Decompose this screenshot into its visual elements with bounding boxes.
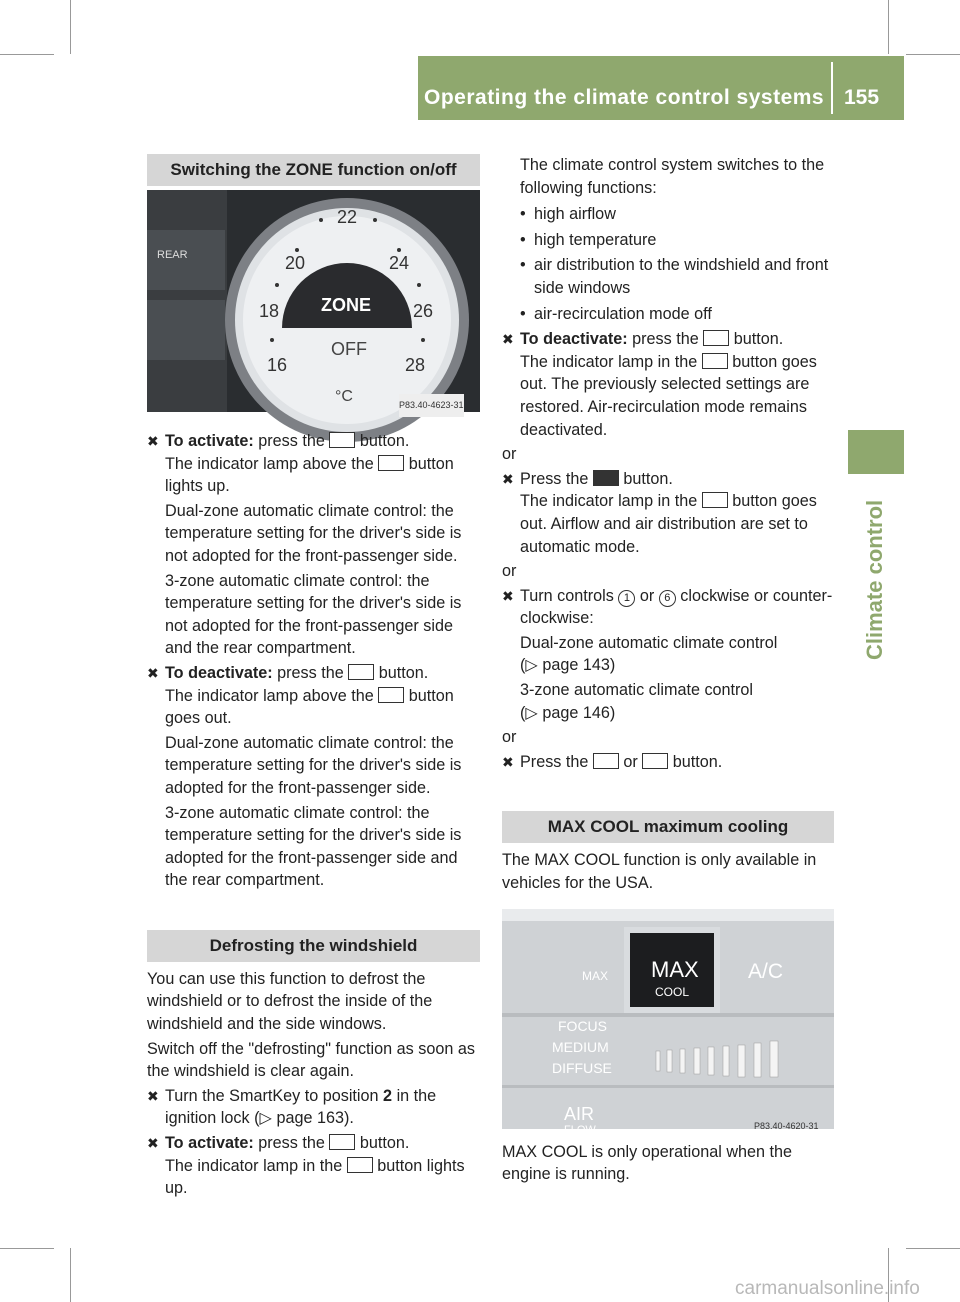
step-marker-icon: ✖	[147, 664, 159, 681]
header-divider	[831, 62, 833, 114]
text-defrost-intro: You can use this function to defrost the windshield or to defrost the inside of the windshield and the side windows.	[147, 969, 433, 1034]
step-marker-icon: ✖	[502, 753, 514, 770]
defrost-max-button-icon	[702, 353, 728, 369]
text-dual-zone-ref: Dual-zone automatic climate control	[520, 633, 778, 652]
step-defrost-deactivate: ✖ To deactivate: press the button. The indicator lamp in the button goes out. The previously selected settings are restored. Air-recirculation mode remains deactivated.	[502, 330, 817, 439]
photo-reference: P83.40-4620-31	[754, 1120, 819, 1131]
panel-ac-label: A/C	[748, 959, 784, 983]
zone-button-icon	[378, 687, 404, 703]
zone-button-icon	[329, 432, 355, 448]
page-ref-arrow-icon: ▷	[259, 1109, 272, 1128]
panel-max-small-label: MAX	[582, 968, 609, 983]
panel-flow-label: FLOW	[564, 1123, 596, 1136]
fan-decrease-button-icon	[642, 753, 668, 769]
text-zone-deactivate-3zone: 3-zone automatic climate control: the temperature setting for the driver's side is adopted for the front-passenger side and the rear compartment.	[165, 803, 462, 890]
fan-increase-button-icon	[593, 753, 619, 769]
photo-reference: P83.40-4623-31	[399, 394, 464, 417]
dial-temp-26: 26	[413, 301, 434, 321]
text-3zone-ref: 3-zone automatic climate control	[520, 681, 754, 700]
or-label: or	[502, 445, 517, 464]
right-column	[502, 154, 834, 1186]
step-auto: ✖ Press the button. The indicator lamp in the button goes out. Airflow and air distribution are set to automatic mode.	[502, 469, 817, 556]
watermark: carmanualsonline.info	[735, 1278, 920, 1299]
zone-dial-photo	[147, 190, 480, 412]
zone-button-icon	[378, 455, 404, 471]
text-switch-intro: The climate control system switches to the following functions:	[520, 156, 825, 197]
step-marker-icon: ✖	[147, 1087, 159, 1104]
or-label: or	[502, 728, 517, 747]
page-ref-arrow-icon: ▷	[525, 703, 538, 722]
section-heading-zone: Switching the ZONE function on/off	[147, 154, 480, 186]
page-ref-143: (▷ page 143)	[520, 656, 616, 675]
text-zone-deactivate-dual: Dual-zone automatic climate control: the temperature setting for the driver's side is adopted for the front-passenger side.	[165, 733, 462, 797]
dial-temp-22: 22	[337, 207, 358, 227]
step-zone-deactivate: ✖ To deactivate: press the button. The indicator lamp above the button goes out.	[147, 663, 454, 728]
dial-off-label: OFF	[331, 339, 367, 359]
chapter-label: Climate control	[862, 499, 887, 660]
step-marker-icon: ✖	[147, 1135, 159, 1152]
page-ref-146: (▷ page 146)	[520, 703, 616, 722]
max-cool-panel-photo	[502, 909, 834, 1136]
bullet-item: • air-recirculation mode off	[502, 303, 834, 326]
control-6-callout: 6	[659, 590, 676, 607]
dial-unit-label: °C	[335, 388, 353, 405]
dial-temp-24: 24	[389, 253, 410, 273]
control-1-callout: 1	[618, 590, 635, 607]
step-defrost-activate: ✖ To activate: press the button. The indicator lamp in the button lights up.	[147, 1134, 465, 1198]
section-heading-defrost: Defrosting the windshield	[147, 930, 480, 962]
bullet-item: • high airflow	[502, 203, 834, 226]
crop-mark	[906, 1248, 960, 1249]
crop-mark	[0, 54, 54, 55]
defrost-max-button-icon	[702, 492, 728, 508]
auto-button-icon	[593, 470, 619, 486]
text-zone-activate-dual: Dual-zone automatic climate control: the temperature setting for the driver's side is not adopted for the front-passenger side.	[165, 501, 462, 565]
panel-max-big-label: MAX	[651, 956, 699, 982]
defrost-max-button-icon	[703, 330, 729, 346]
crop-mark	[70, 1248, 71, 1302]
page-header-title: Operating the climate control systems	[424, 86, 825, 109]
panel-cool-label: COOL	[655, 984, 690, 999]
step-fan-buttons: ✖ Press the or button.	[502, 751, 834, 774]
text-zone-activate-3zone: 3-zone automatic climate control: the temperature setting for the driver's side is not adopted for the front-passenger side and the rear compartment.	[165, 571, 462, 658]
step-smartkey: ✖ Turn the SmartKey to position 2 in the ignition lock (▷ page 163).	[147, 1086, 437, 1128]
bullet-item: • high temperature	[502, 229, 834, 252]
dial-temp-28: 28	[405, 355, 426, 375]
crop-mark	[888, 0, 889, 54]
max-cool-panel-illustration	[502, 909, 834, 1129]
step-marker-icon: ✖	[502, 470, 514, 487]
or-label: or	[502, 562, 517, 581]
dial-temp-20: 20	[285, 253, 306, 273]
defrost-max-button-icon	[347, 1157, 373, 1173]
panel-focus-label: FOCUS	[558, 1017, 607, 1034]
text-defrost-switch-off: Switch off the "defrosting" function as soon as the windshield is clear again.	[147, 1039, 475, 1081]
panel-diffuse-label: DIFFUSE	[552, 1059, 612, 1076]
step-turn-controls: ✖ Turn controls 1 or 6 clockwise or counter-clockwise:	[502, 586, 833, 628]
step-marker-icon: ✖	[502, 587, 514, 604]
dial-temp-16: 16	[267, 355, 288, 375]
crop-mark	[0, 1248, 54, 1249]
panel-medium-label: MEDIUM	[552, 1038, 609, 1055]
crop-mark	[906, 54, 960, 55]
defrost-max-button-icon	[329, 1134, 355, 1150]
step-zone-activate: ✖ To activate: press the button. The indicator lamp above the button lights up.	[147, 432, 454, 496]
left-column	[147, 154, 480, 1200]
chapter-tab	[848, 430, 904, 474]
dial-zone-label: ZONE	[321, 295, 372, 315]
step-marker-icon: ✖	[502, 331, 514, 348]
section-heading-max-cool: MAX COOL maximum cooling	[502, 811, 834, 843]
step-marker-icon: ✖	[147, 433, 159, 449]
bullet-item: • air distribution to the windshield and front side windows	[502, 254, 834, 299]
page-number: 155	[844, 86, 880, 109]
text-max-cool-operational: MAX COOL is only operational when the engine is running.	[502, 1142, 793, 1184]
rear-label: REAR	[157, 249, 188, 261]
zone-button-icon	[348, 664, 374, 680]
text-max-cool-availability: The MAX COOL function is only available in vehicles for the USA.	[502, 851, 817, 893]
crop-mark	[70, 0, 71, 54]
panel-air-label: AIR	[564, 1103, 595, 1124]
dial-temp-18: 18	[259, 301, 280, 321]
page-ref-arrow-icon: ▷	[525, 656, 538, 675]
